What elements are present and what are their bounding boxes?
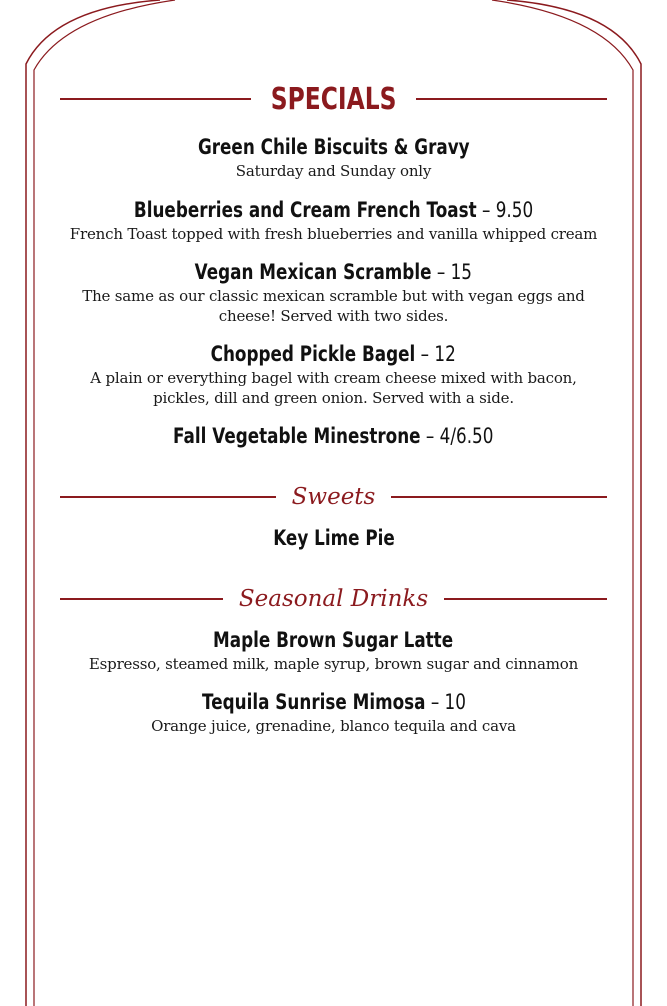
menu-item-tequila-sunrise-mimosa [60,690,607,736]
specials-title: SPECIALS [270,81,397,117]
item-name: Green Chile Biscuits & Gravy [197,135,470,159]
drinks-heading [60,579,607,619]
item-name: Blueberries and Cream French Toast – 9.50 [133,198,534,222]
item-description: Saturday and Sunday only [235,162,432,180]
menu-item-vegan-mexican-scramble [60,260,607,326]
heading-rule-left [60,496,276,498]
item-description: Espresso, steamed milk, maple syrup, brown sugar and cinnamon [88,655,579,673]
item-description: French Toast topped with fresh blueberries and vanilla whipped cream [69,225,598,243]
item-name: Fall Vegetable Minestrone – 4/6.50 [173,424,494,448]
heading-rule-left [60,598,223,600]
heading-rule-left [60,98,251,100]
specials-heading [60,79,607,119]
heading-rule-right [391,496,607,498]
menu-item-green-chile-biscuits [60,135,607,181]
heading-rule-right [444,598,607,600]
item-description: Orange juice, grenadine, blanco tequila and cava [151,717,516,735]
item-name: Vegan Mexican Scramble – 15 [194,260,473,284]
menu-item-blueberries-french-toast [60,198,607,244]
item-name: Key Lime Pie [272,526,395,550]
sweets-title: Sweets [291,484,376,510]
item-description: A plain or everything bagel with cream cheese mixed with bacon, pickles, dill and green onion. Served with a side. [90,369,577,407]
sweets-heading [60,477,607,517]
item-name: Tequila Sunrise Mimosa – 10 [201,690,466,714]
item-name: Chopped Pickle Bagel – 12 [210,342,457,366]
menu-item-chopped-pickle-bagel [60,342,607,408]
item-description: The same as our classic mexican scramble but with vegan eggs and cheese! Served with two sides. [82,287,585,325]
heading-rule-right [416,98,607,100]
item-name: Maple Brown Sugar Latte [213,628,454,652]
menu-item-maple-brown-sugar-latte [60,628,607,674]
drinks-title: Seasonal Drinks [238,586,429,612]
menu-item-key-lime-pie [60,526,607,550]
menu-item-fall-vegetable-minestrone [60,424,607,448]
